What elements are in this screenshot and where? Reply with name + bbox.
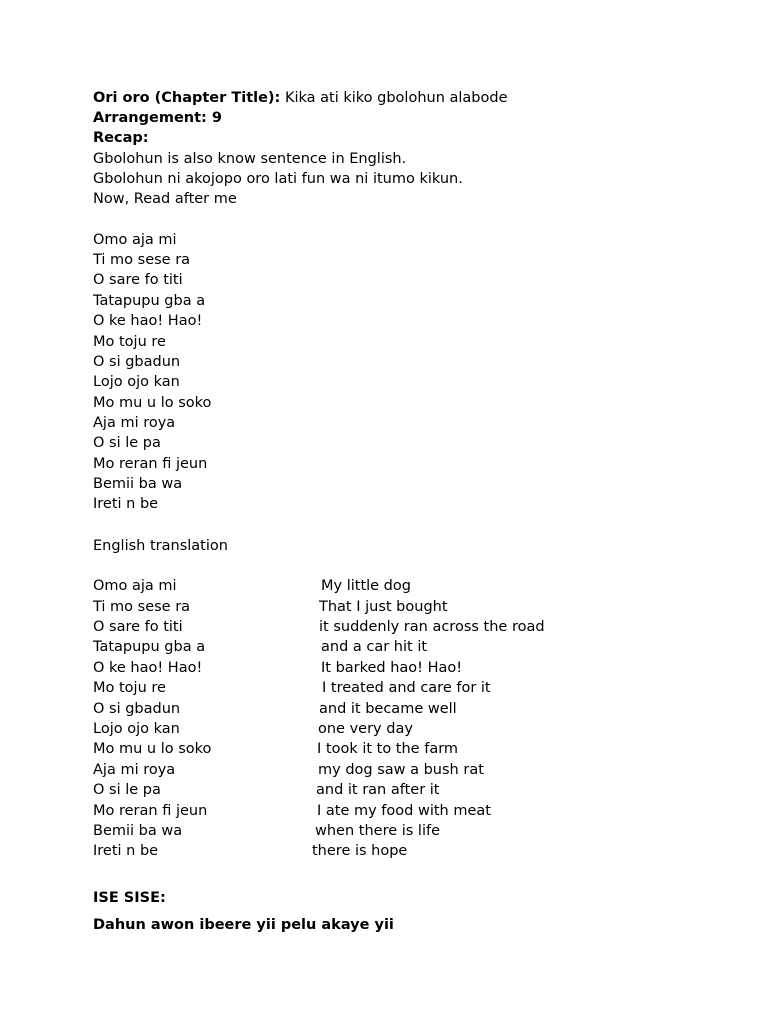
poem-line: Aja mi roya xyxy=(93,415,176,431)
translation-yoruba: Ireti n be xyxy=(93,843,159,859)
translation-english: It barked hao! Hao! xyxy=(321,660,463,676)
translation-english: there is hope xyxy=(312,843,408,859)
translation-yoruba: O ke hao! Hao! xyxy=(93,660,203,676)
chapter-title-label: Ori oro (Chapter Title): xyxy=(93,90,281,106)
exercise-instruction: Dahun awon ibeere yii pelu akaye yii xyxy=(93,917,394,933)
poem-line: O si le pa xyxy=(93,435,161,451)
translation-yoruba: Bemii ba wa xyxy=(93,823,183,839)
translation-yoruba: O sare fo titi xyxy=(93,619,183,635)
translation-heading: English translation xyxy=(93,538,228,554)
translation-yoruba: Mo toju re xyxy=(93,680,166,696)
translation-yoruba: O si gbadun xyxy=(93,701,181,717)
chapter-title-line xyxy=(93,88,508,108)
poem-line: O si gbadun xyxy=(93,354,181,370)
translation-english: my dog saw a bush rat xyxy=(318,762,484,778)
poem-line: O sare fo titi xyxy=(93,272,183,288)
translation-yoruba: Ti mo sese ra xyxy=(93,599,191,615)
translation-english: and a car hit it xyxy=(321,639,428,655)
translation-english: it suddenly ran across the road xyxy=(319,619,545,635)
translation-english: when there is life xyxy=(315,823,441,839)
translation-english: I ate my food with meat xyxy=(317,803,491,819)
translation-english: I took it to the farm xyxy=(317,741,459,757)
recap-line: Gbolohun ni akojopo oro lati fun wa ni itumo kikun. xyxy=(93,171,463,187)
poem-line: Ti mo sese ra xyxy=(93,252,191,268)
translation-yoruba: O si le pa xyxy=(93,782,161,798)
poem-line: Tatapupu gba a xyxy=(93,293,206,309)
poem-line: O ke hao! Hao! xyxy=(93,313,203,329)
translation-yoruba: Tatapupu gba a xyxy=(93,639,206,655)
translation-yoruba: Lojo ojo kan xyxy=(93,721,180,737)
translation-yoruba: Aja mi roya xyxy=(93,762,176,778)
translation-yoruba: Omo aja mi xyxy=(93,578,177,594)
translation-yoruba: Mo reran fi jeun xyxy=(93,803,208,819)
recap-line: Now, Read after me xyxy=(93,191,237,207)
poem-line: Lojo ojo kan xyxy=(93,374,180,390)
translation-english: one very day xyxy=(318,721,413,737)
translation-english: and it ran after it xyxy=(316,782,440,798)
recap-label: Recap: xyxy=(93,130,149,146)
arrangement-line: Arrangement: 9 xyxy=(93,110,222,126)
poem-line: Mo reran fi jeun xyxy=(93,456,208,472)
poem-line: Ireti n be xyxy=(93,496,159,512)
poem-line: Omo aja mi xyxy=(93,232,177,248)
poem-line: Mo mu u lo soko xyxy=(93,395,212,411)
translation-english: I treated and care for it xyxy=(322,680,491,696)
chapter-title: Kika ati kiko gbolohun alabode xyxy=(280,90,508,106)
poem-line: Bemii ba wa xyxy=(93,476,183,492)
recap-line: Gbolohun is also know sentence in English. xyxy=(93,151,407,167)
translation-yoruba: Mo mu u lo soko xyxy=(93,741,212,757)
exercise-heading: ISE SISE: xyxy=(93,890,166,906)
poem-line: Mo toju re xyxy=(93,334,166,350)
translation-english: and it became well xyxy=(319,701,457,717)
translation-english: That I just bought xyxy=(319,599,448,615)
translation-english: My little dog xyxy=(321,578,411,594)
